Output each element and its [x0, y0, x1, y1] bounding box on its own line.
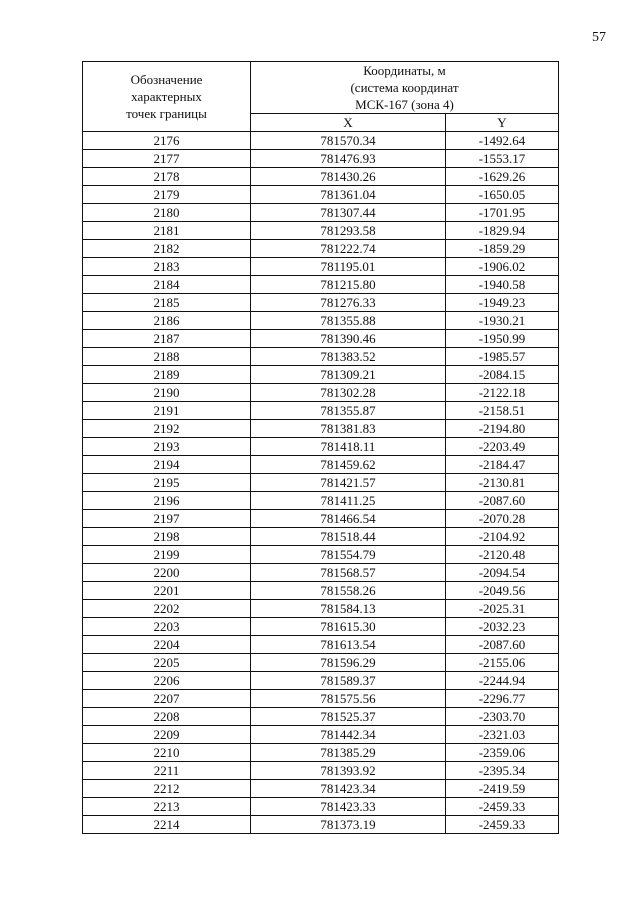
table-row: [83, 384, 559, 402]
point-designation-header: [83, 62, 251, 132]
y-coordinate-cell: -2395.34: [446, 762, 559, 780]
table-row: [83, 762, 559, 780]
x-coordinate-cell: 781423.34: [251, 780, 446, 798]
x-coordinate-cell: 781309.21: [251, 366, 446, 384]
point-id-cell: 2196: [83, 492, 251, 510]
x-coordinate-cell: 781589.37: [251, 672, 446, 690]
y-coordinate-cell: -2120.48: [446, 546, 559, 564]
table-row: [83, 456, 559, 474]
coords-header-line-2: (система координат: [350, 80, 459, 95]
y-coordinate-cell: -1950.99: [446, 330, 559, 348]
table-body: [83, 132, 559, 834]
point-id-cell: 2212: [83, 780, 251, 798]
table-row: [83, 402, 559, 420]
x-coordinate-cell: 781302.28: [251, 384, 446, 402]
point-id-cell: 2200: [83, 564, 251, 582]
x-coordinate-cell: 781381.83: [251, 420, 446, 438]
point-id-cell: 2203: [83, 618, 251, 636]
x-coordinate-cell: 781568.57: [251, 564, 446, 582]
x-coordinate-cell: 781575.56: [251, 690, 446, 708]
y-coordinate-cell: -2194.80: [446, 420, 559, 438]
y-coordinate-cell: -2459.33: [446, 798, 559, 816]
point-id-cell: 2177: [83, 150, 251, 168]
table-row: [83, 258, 559, 276]
y-coordinate-cell: -2122.18: [446, 384, 559, 402]
x-coordinate-cell: 781355.88: [251, 312, 446, 330]
x-coordinate-cell: 781361.04: [251, 186, 446, 204]
y-coordinate-cell: -2244.94: [446, 672, 559, 690]
y-coordinate-cell: -2321.03: [446, 726, 559, 744]
y-column-header: Y: [446, 114, 559, 132]
y-coordinate-cell: -1701.95: [446, 204, 559, 222]
x-coordinate-cell: 781276.33: [251, 294, 446, 312]
table-row: [83, 312, 559, 330]
x-coordinate-cell: 781613.54: [251, 636, 446, 654]
y-coordinate-cell: -2419.59: [446, 780, 559, 798]
point-id-cell: 2191: [83, 402, 251, 420]
point-id-cell: 2204: [83, 636, 251, 654]
table-row: [83, 690, 559, 708]
y-coordinate-cell: -1949.23: [446, 294, 559, 312]
y-coordinate-cell: -1492.64: [446, 132, 559, 150]
y-coordinate-cell: -2203.49: [446, 438, 559, 456]
point-id-cell: 2185: [83, 294, 251, 312]
y-coordinate-cell: -1629.26: [446, 168, 559, 186]
y-coordinate-cell: -2158.51: [446, 402, 559, 420]
point-id-cell: 2184: [83, 276, 251, 294]
table-row: [83, 348, 559, 366]
table-row: [83, 204, 559, 222]
point-id-cell: 2187: [83, 330, 251, 348]
table-row: [83, 438, 559, 456]
x-coordinate-cell: 781442.34: [251, 726, 446, 744]
x-coordinate-cell: 781421.57: [251, 474, 446, 492]
x-coordinate-cell: 781615.30: [251, 618, 446, 636]
table-row: [83, 276, 559, 294]
point-id-cell: 2193: [83, 438, 251, 456]
boundary-coordinates-table: [82, 61, 559, 834]
y-coordinate-cell: -1859.29: [446, 240, 559, 258]
x-coordinate-cell: 781390.46: [251, 330, 446, 348]
x-coordinate-cell: 781430.26: [251, 168, 446, 186]
point-header-line-1: Обозначение: [130, 72, 203, 87]
x-coordinate-cell: 781373.19: [251, 816, 446, 834]
point-id-cell: 2210: [83, 744, 251, 762]
x-coordinate-cell: 781411.25: [251, 492, 446, 510]
table-row: [83, 546, 559, 564]
y-coordinate-cell: -1940.58: [446, 276, 559, 294]
point-id-cell: 2199: [83, 546, 251, 564]
table-row: [83, 150, 559, 168]
x-coordinate-cell: 781554.79: [251, 546, 446, 564]
table-row: [83, 672, 559, 690]
page-number: 57: [592, 30, 606, 45]
x-coordinate-cell: 781459.62: [251, 456, 446, 474]
y-coordinate-cell: -2084.15: [446, 366, 559, 384]
point-id-cell: 2183: [83, 258, 251, 276]
x-coordinate-cell: 781293.58: [251, 222, 446, 240]
table-row: [83, 654, 559, 672]
y-coordinate-cell: -2087.60: [446, 636, 559, 654]
point-id-cell: 2178: [83, 168, 251, 186]
x-coordinate-cell: 781215.80: [251, 276, 446, 294]
point-id-cell: 2206: [83, 672, 251, 690]
point-id-cell: 2201: [83, 582, 251, 600]
point-id-cell: 2179: [83, 186, 251, 204]
point-id-cell: 2180: [83, 204, 251, 222]
y-coordinate-cell: -2025.31: [446, 600, 559, 618]
point-id-cell: 2186: [83, 312, 251, 330]
x-coordinate-cell: 781222.74: [251, 240, 446, 258]
x-coordinate-cell: 781596.29: [251, 654, 446, 672]
x-coordinate-cell: 781393.92: [251, 762, 446, 780]
y-coordinate-cell: -1906.02: [446, 258, 559, 276]
point-id-cell: 2190: [83, 384, 251, 402]
y-coordinate-cell: -2184.47: [446, 456, 559, 474]
point-id-cell: 2194: [83, 456, 251, 474]
table-row: [83, 726, 559, 744]
point-id-cell: 2192: [83, 420, 251, 438]
y-coordinate-cell: -2087.60: [446, 492, 559, 510]
coords-header-line-3: МСК-167 (зона 4): [355, 97, 454, 112]
table-row: [83, 582, 559, 600]
point-id-cell: 2197: [83, 510, 251, 528]
x-coordinate-cell: 781558.26: [251, 582, 446, 600]
point-id-cell: 2213: [83, 798, 251, 816]
x-coordinate-cell: 781518.44: [251, 528, 446, 546]
table-row: [83, 780, 559, 798]
x-coordinate-cell: 781355.87: [251, 402, 446, 420]
y-coordinate-cell: -2359.06: [446, 744, 559, 762]
y-coordinate-cell: -1553.17: [446, 150, 559, 168]
table-row: [83, 510, 559, 528]
y-coordinate-cell: -1650.05: [446, 186, 559, 204]
x-coordinate-cell: 781195.01: [251, 258, 446, 276]
x-coordinate-cell: 781525.37: [251, 708, 446, 726]
point-id-cell: 2181: [83, 222, 251, 240]
point-id-cell: 2208: [83, 708, 251, 726]
table-row: [83, 492, 559, 510]
point-id-cell: 2189: [83, 366, 251, 384]
table-row: [83, 168, 559, 186]
x-column-header: X: [251, 114, 446, 132]
table-row: [83, 744, 559, 762]
point-id-cell: 2205: [83, 654, 251, 672]
table-row: [83, 618, 559, 636]
y-coordinate-cell: -2094.54: [446, 564, 559, 582]
coordinates-header: [251, 62, 559, 114]
point-header-line-2: характерных: [131, 89, 202, 104]
y-coordinate-cell: -2130.81: [446, 474, 559, 492]
point-id-cell: 2211: [83, 762, 251, 780]
table-row: [83, 330, 559, 348]
point-id-cell: 2207: [83, 690, 251, 708]
table-row: [83, 636, 559, 654]
point-id-cell: 2182: [83, 240, 251, 258]
coords-header-line-1: Координаты, м: [363, 63, 446, 78]
point-id-cell: 2202: [83, 600, 251, 618]
x-coordinate-cell: 781466.54: [251, 510, 446, 528]
point-id-cell: 2188: [83, 348, 251, 366]
table-row: [83, 798, 559, 816]
table-row: [83, 294, 559, 312]
y-coordinate-cell: -1985.57: [446, 348, 559, 366]
x-coordinate-cell: 781570.34: [251, 132, 446, 150]
table-row: [83, 600, 559, 618]
y-coordinate-cell: -2070.28: [446, 510, 559, 528]
x-coordinate-cell: 781423.33: [251, 798, 446, 816]
point-id-cell: 2176: [83, 132, 251, 150]
point-header-line-3: точек границы: [126, 106, 207, 121]
table-row: [83, 222, 559, 240]
point-id-cell: 2195: [83, 474, 251, 492]
x-coordinate-cell: 781385.29: [251, 744, 446, 762]
table-row: [83, 240, 559, 258]
table-row: [83, 528, 559, 546]
table-row: [83, 132, 559, 150]
y-coordinate-cell: -2155.06: [446, 654, 559, 672]
y-coordinate-cell: -1930.21: [446, 312, 559, 330]
y-coordinate-cell: -2049.56: [446, 582, 559, 600]
table-row: [83, 420, 559, 438]
y-coordinate-cell: -2303.70: [446, 708, 559, 726]
table-row: [83, 186, 559, 204]
table-row: [83, 564, 559, 582]
y-coordinate-cell: -2032.23: [446, 618, 559, 636]
table-row: [83, 708, 559, 726]
table-row: [83, 366, 559, 384]
point-id-cell: 2214: [83, 816, 251, 834]
table-row: [83, 816, 559, 834]
x-coordinate-cell: 781418.11: [251, 438, 446, 456]
table-row: [83, 474, 559, 492]
point-id-cell: 2198: [83, 528, 251, 546]
x-coordinate-cell: 781584.13: [251, 600, 446, 618]
x-coordinate-cell: 781383.52: [251, 348, 446, 366]
y-coordinate-cell: -2459.33: [446, 816, 559, 834]
x-coordinate-cell: 781307.44: [251, 204, 446, 222]
y-coordinate-cell: -1829.94: [446, 222, 559, 240]
x-coordinate-cell: 781476.93: [251, 150, 446, 168]
y-coordinate-cell: -2296.77: [446, 690, 559, 708]
point-id-cell: 2209: [83, 726, 251, 744]
y-coordinate-cell: -2104.92: [446, 528, 559, 546]
